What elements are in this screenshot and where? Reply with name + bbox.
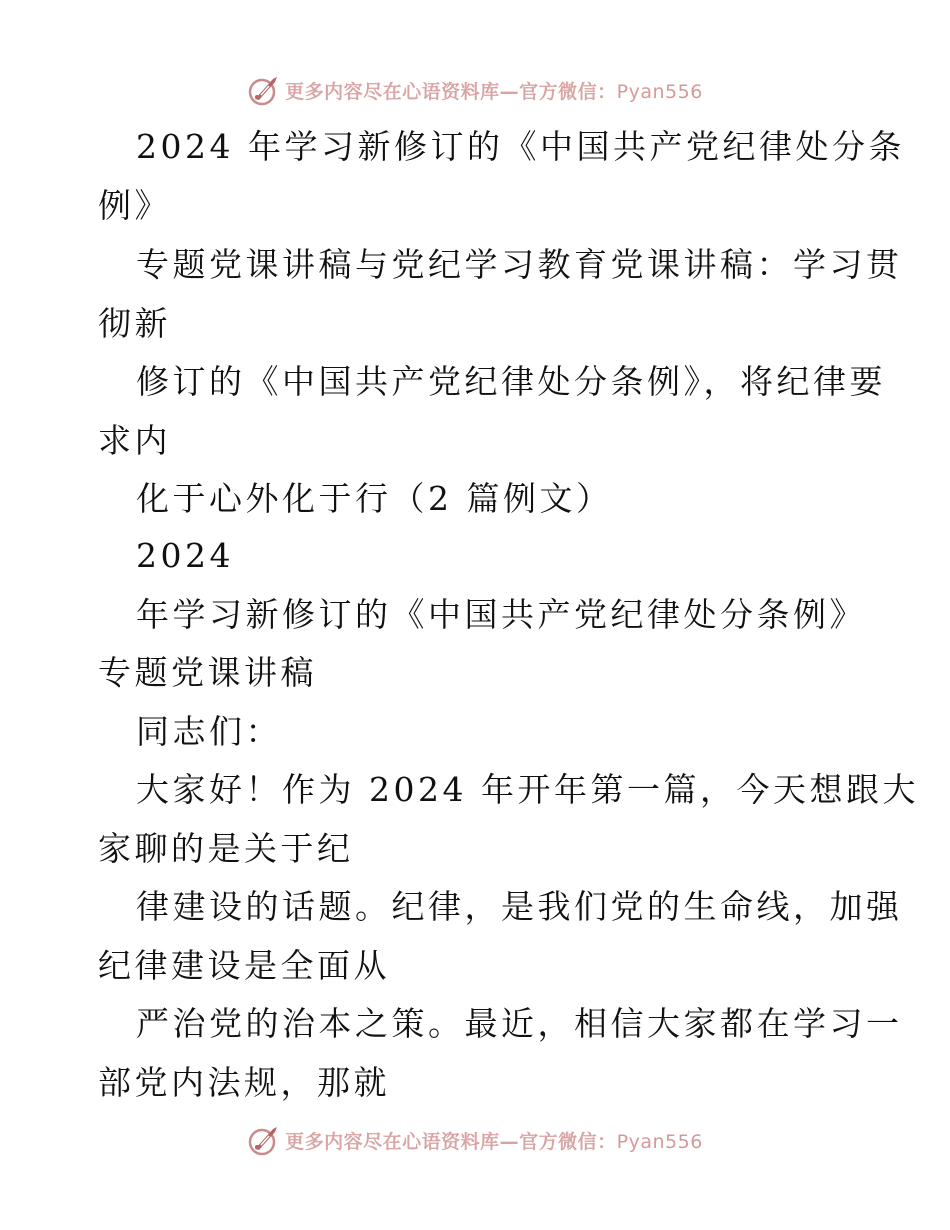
body-line: 律建设的话题。纪律，是我们党的生命线，加强: [136, 887, 903, 926]
body-line: 部党内法规，那就: [98, 1063, 390, 1102]
quill-pen-logo-icon: [247, 1123, 281, 1157]
quill-pen-logo-icon: [247, 73, 281, 107]
body-line: 严治党的治本之策。最近，相信大家都在学习一: [136, 1004, 903, 1043]
body-line: 求内: [98, 421, 171, 460]
body-line: 彻新: [98, 304, 171, 343]
footer-watermark: [0, 1120, 950, 1160]
body-line: 专题党课讲稿与党纪学习教育党课讲稿：学习贯: [136, 245, 903, 284]
body-line: 年学习新修订的《中国共产党纪律处分条例》: [136, 595, 866, 634]
body-line: 同志们：: [136, 712, 282, 751]
header-watermark: [0, 70, 950, 110]
body-line: 家聊的是关于纪: [98, 829, 354, 868]
body-line: 专题党课讲稿: [98, 653, 317, 692]
body-line: 2024: [136, 536, 234, 575]
watermark-text: 更多内容尽在心语资料库—官方微信：Pyan556: [285, 1130, 703, 1153]
watermark-text: 更多内容尽在心语资料库—官方微信：Pyan556: [285, 80, 703, 103]
body-line: 修订的《中国共产党纪律处分条例》，将纪律要: [136, 362, 886, 401]
body-line: 大家好！作为 2024 年开年第一篇，今天想跟大: [136, 770, 919, 809]
body-line: 2024 年学习新修订的《中国共产党纪律处分条: [136, 127, 905, 166]
body-line: 纪律建设是全面从: [98, 946, 390, 985]
body-line: 化于心外化于行（2 篇例文）: [136, 479, 613, 518]
body-line: 例》: [98, 186, 171, 225]
